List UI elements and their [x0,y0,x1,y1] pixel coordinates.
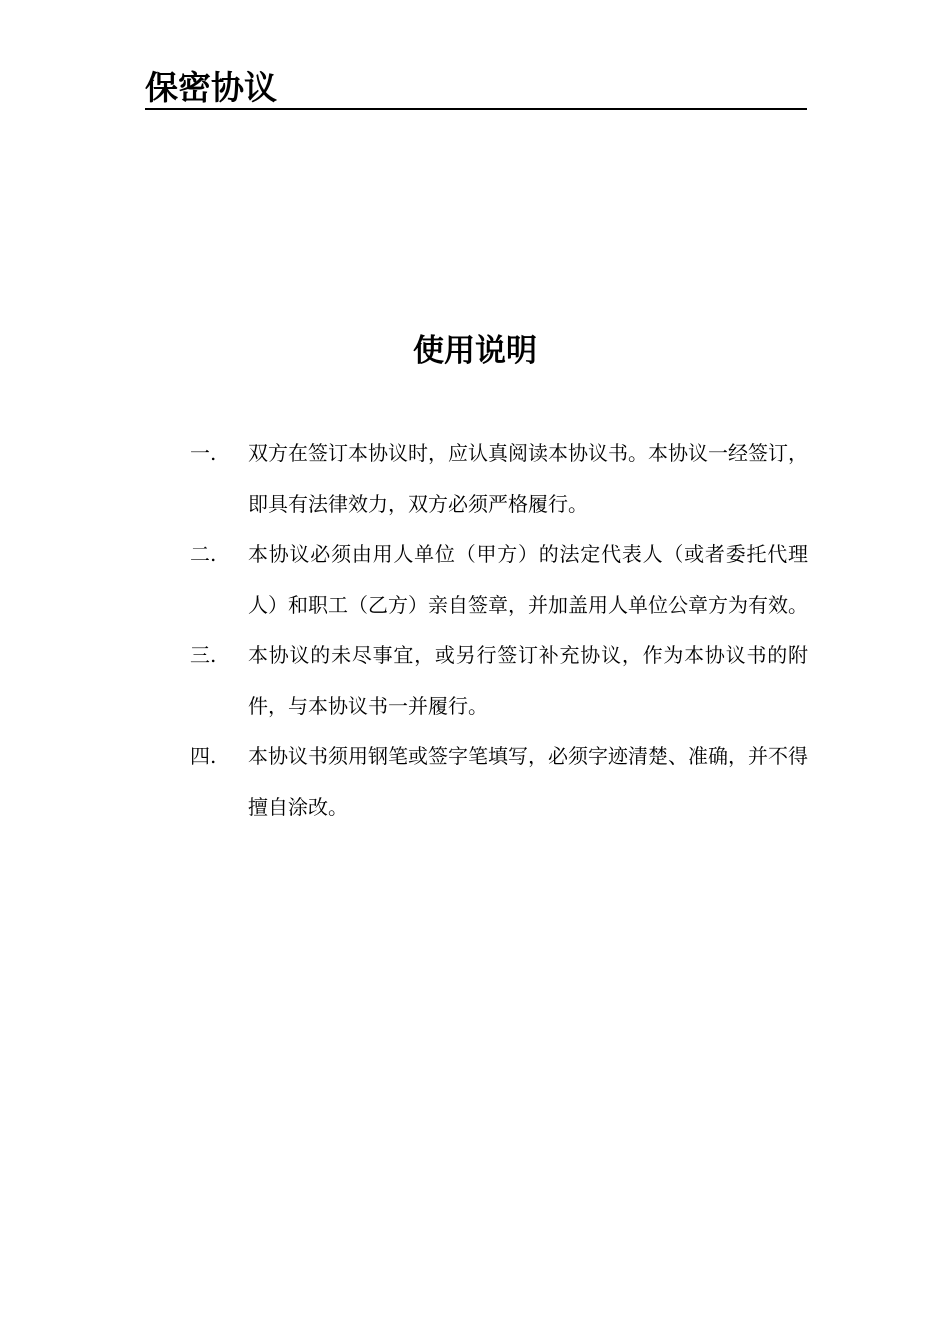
instructions-list [190,428,808,832]
item-marker: 四. [190,744,217,768]
item-marker: 三. [190,643,217,667]
item-text: 本协议的未尽事宜，或另行签订补充协议，作为本协议书的附件，与本协议书一并履行。 [248,643,808,718]
instruction-item-3 [190,630,808,731]
instruction-item-2 [190,529,808,630]
item-marker: 二. [190,542,217,566]
item-text: 双方在签订本协议时，应认真阅读本协议书。本协议一经签订，即具有法律效力，双方必须严格履行。 [248,441,808,516]
header-rule [145,108,807,110]
item-marker: 一. [190,441,217,465]
section-title: 使用说明 [413,333,537,369]
item-text: 本协议书须用钢笔或签字笔填写，必须字迹清楚、准确，并不得擅自涂改。 [248,744,808,819]
header-title: 保密协议 [145,68,277,107]
item-text: 本协议必须由用人单位（甲方）的法定代表人（或者委托代理人）和职工（乙方）亲自签章，并加盖用人单位公章方为有效。 [248,542,808,617]
instruction-item-1 [190,428,808,529]
instruction-item-4 [190,731,808,832]
